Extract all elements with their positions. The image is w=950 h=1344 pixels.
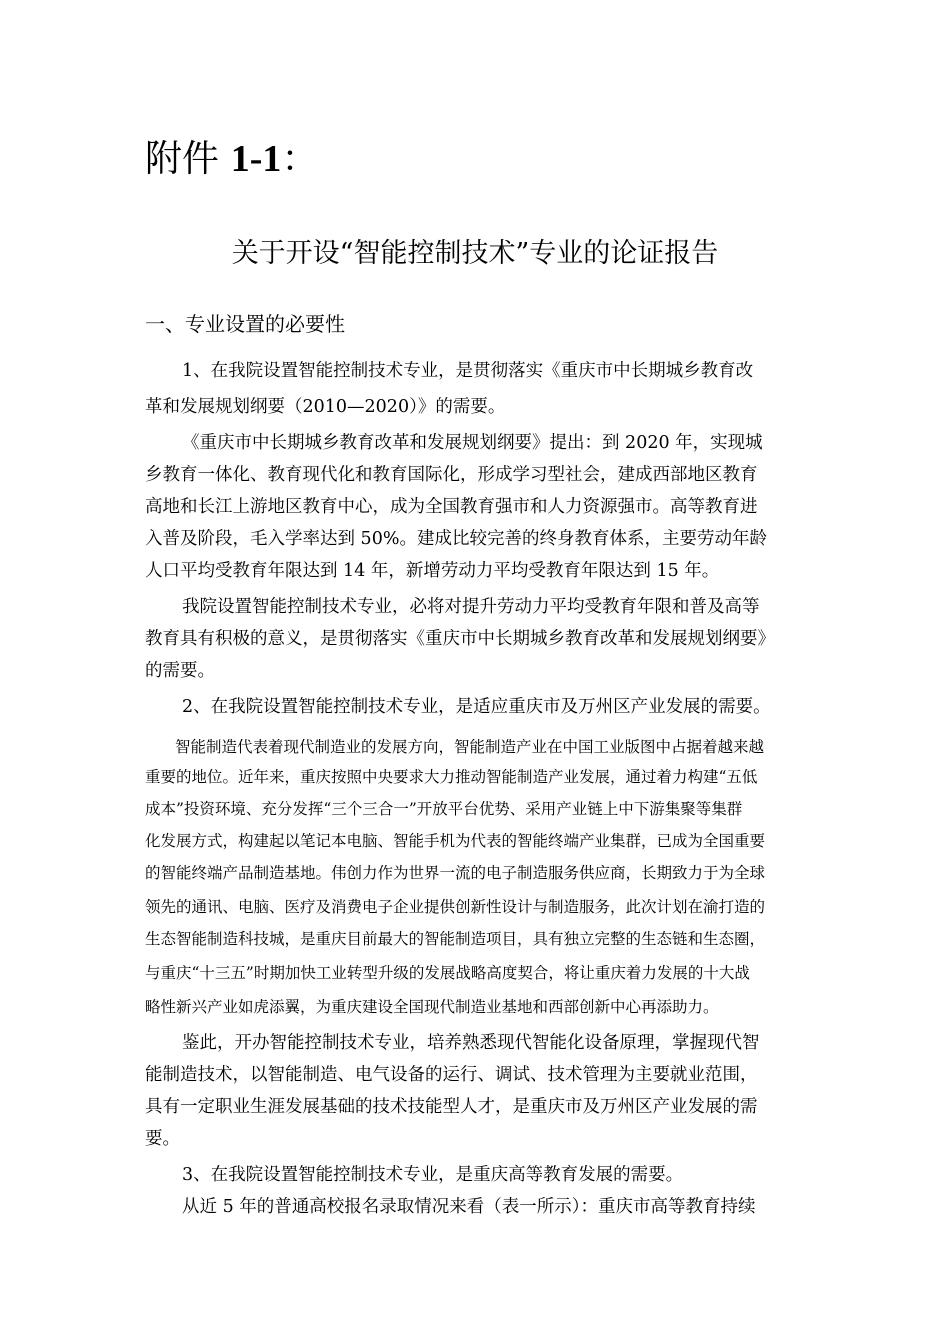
paragraph-line: 与重庆“十三五”时期加快工业转型升级的发展战略高度契合，将让重庆着力发展的十大战 [145, 964, 750, 982]
paragraph-line: 3、在我院设置智能控制技术专业，是重庆高等教育发展的需要。 [182, 1165, 684, 1185]
paragraph-line: 我院设置智能控制技术专业，必将对提升劳动力平均受教育年限和普及高等 [182, 597, 760, 617]
document-title: 关于开设“智能控制技术”专业的论证报告 [231, 238, 719, 269]
paragraph-line: 的智能终端产品制造基地。伟创力作为世界一流的电子制造服务供应商，长期致力于为全球 [145, 864, 766, 882]
paragraph-line: 领先的通讯、电脑、医疗及消费电子企业提供创新性设计与制造服务，此次计划在渝打造的 [145, 898, 766, 916]
paragraph-line: 革和发展规划纲要（2010—2020）》的需要。 [145, 397, 506, 417]
paragraph-line: 人口平均受教育年限达到 14 年，新增劳动力平均受教育年限达到 15 年。 [145, 561, 720, 581]
paragraph-line: 《重庆市中长期城乡教育改革和发展规划纲要》提出：到 2020 年，实现城 [182, 433, 763, 453]
paragraph-line: 智能制造代表着现代制造业的发展方向，智能制造产业在中国工业版图中占据着越来越 [175, 738, 765, 756]
paragraph-line: 要。 [145, 1129, 180, 1149]
paragraph-line: 从近 5 年的普通高校报名录取情况来看（表一所示）：重庆市高等教育持续 [182, 1197, 756, 1217]
paragraph-line: 生态智能制造科技城，是重庆目前最大的智能制造项目，具有独立完整的生态链和生态圈， [145, 930, 766, 948]
attachment-number: 1-1 [230, 138, 282, 180]
attachment-prefix: 附件 [145, 137, 219, 180]
paragraph-line: 重要的地位。近年来，重庆按照中央要求大力推动智能制造产业发展，通过着力构建“五低 [145, 768, 758, 786]
paragraph-line: 教育具有积极的意义，是贯彻落实《重庆市中长期城乡教育改革和发展规划纲要》 [145, 629, 775, 649]
paragraph-line: 2、在我院设置智能控制技术专业，是适应重庆市及万州区产业发展的需要。 [182, 697, 771, 717]
paragraph-line: 成本”投资环境、充分发挥“三个三合一”开放平台优势、采用产业链上中下游集聚等集群 [145, 800, 743, 818]
paragraph-line: 1、在我院设置智能控制技术专业，是贯彻落实《重庆市中长期城乡教育改 [182, 361, 754, 381]
attachment-suffix: ： [281, 137, 319, 180]
paragraph-line: 具有一定职业生涯发展基础的技术技能型人才，是重庆市及万州区产业发展的需 [145, 1097, 758, 1117]
attachment-label [145, 136, 318, 182]
paragraph-line: 鉴此，开办智能控制技术专业，培养熟悉现代智能化设备原理，掌握现代智 [182, 1033, 760, 1053]
paragraph-line: 的需要。 [145, 661, 215, 681]
section-heading: 一、专业设置的必要性 [145, 312, 345, 336]
paragraph-line: 能制造技术，以智能制造、电气设备的运行、调试、技术管理为主要就业范围， [145, 1065, 758, 1085]
paragraph-line: 入普及阶段，毛入学率达到 50%。建成比较完善的终身教育体系，主要劳动年龄 [145, 529, 767, 549]
paragraph-line: 高地和长江上游地区教育中心，成为全国教育强市和人力资源强市。高等教育进 [145, 497, 758, 517]
paragraph-line: 乡教育一体化、教育现代化和教育国际化，形成学习型社会，建成西部地区教育 [145, 465, 758, 485]
paragraph-line: 化发展方式，构建起以笔记本电脑、智能手机为代表的智能终端产业集群，已成为全国重要 [145, 832, 766, 850]
paragraph-line: 略性新兴产业如虎添翼，为重庆建设全国现代制造业基地和西部创新中心再添助力。 [145, 998, 719, 1016]
